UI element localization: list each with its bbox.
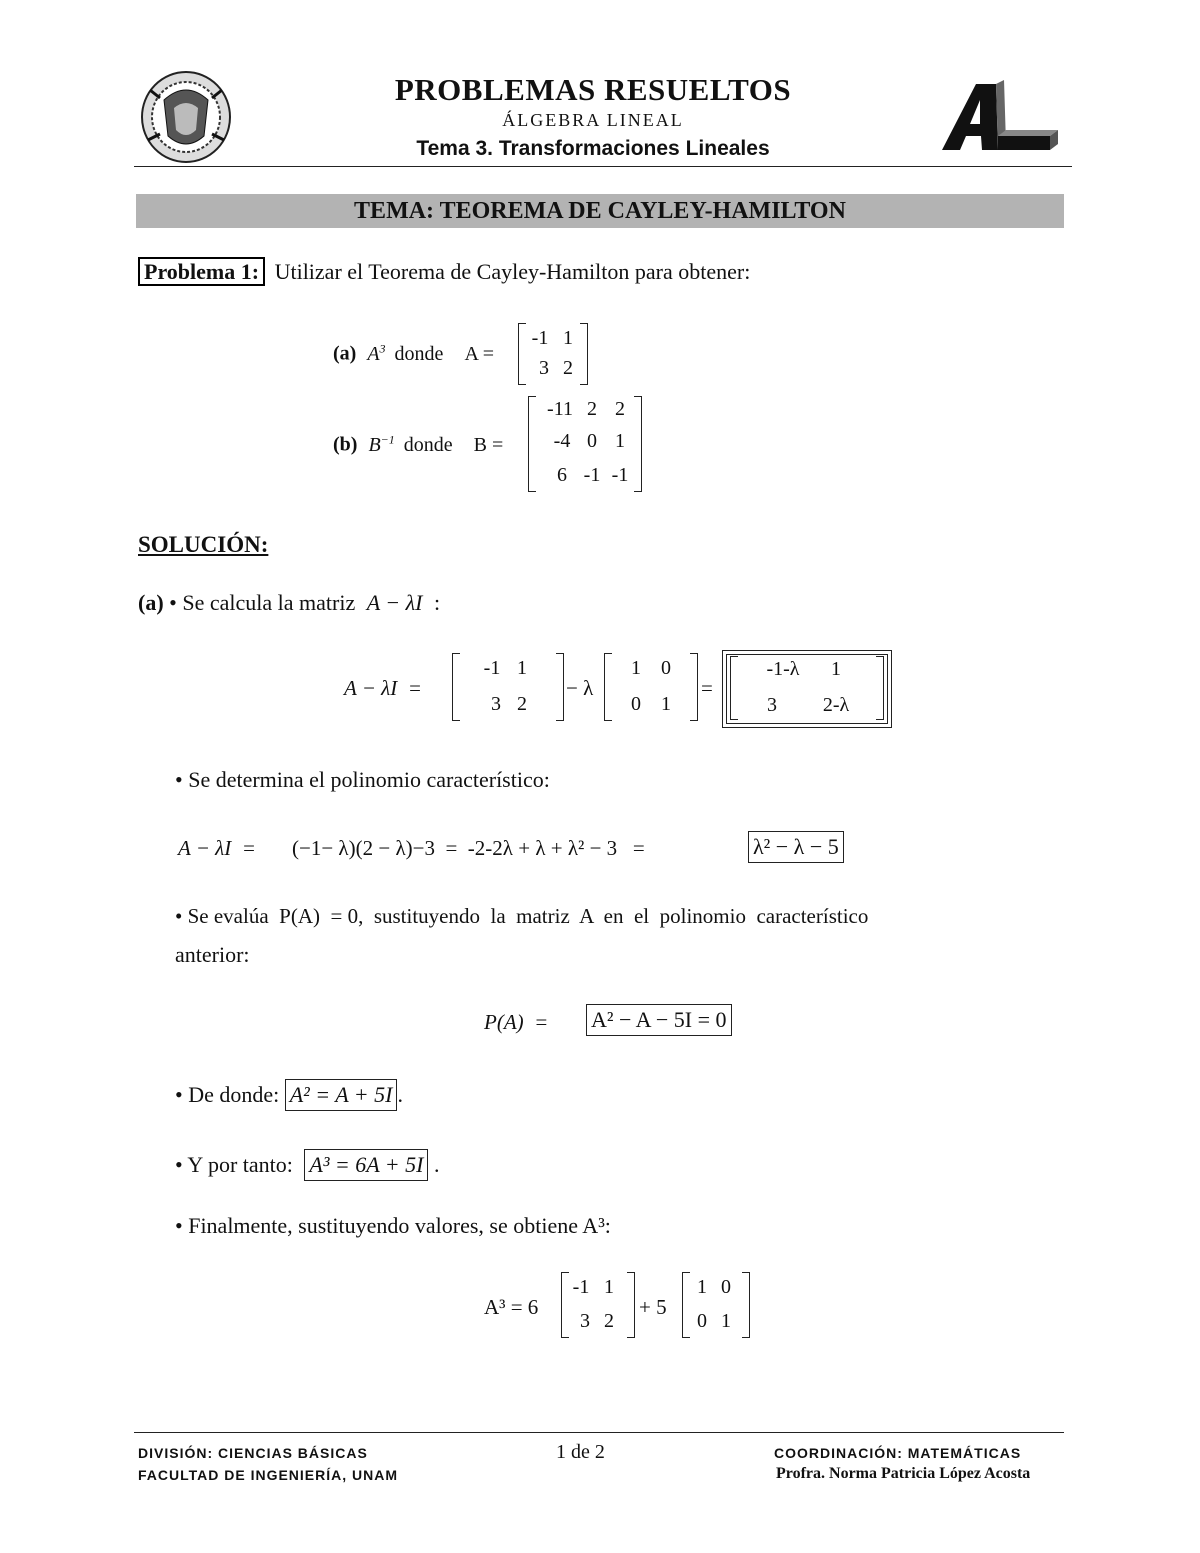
step-1-colon: :	[433, 590, 441, 615]
footer-author: Profra. Norma Patricia López Acosta	[776, 1465, 1031, 1482]
part-b-statement	[333, 432, 503, 457]
matrix-cell: 2	[517, 693, 527, 715]
step-4-prefix: • De donde:	[175, 1082, 280, 1107]
matrix-cell: 1	[517, 657, 527, 679]
matrix-cell: -1	[611, 464, 629, 486]
eq3-result: A² − A − 5I = 0	[586, 1004, 732, 1036]
eq1-result-matrix	[730, 656, 884, 720]
step-6: • Finalmente, sustituyendo valores, se obtiene A³:	[175, 1213, 611, 1238]
page-title: PROBLEMAS RESUELTOS	[394, 72, 792, 107]
matrix-cell: 3	[767, 694, 777, 716]
bracket-right	[690, 653, 698, 721]
step-5-result: A³ = 6A + 5I	[304, 1149, 428, 1181]
matrix-cell: 0	[661, 657, 671, 679]
matrix-cell: 2	[587, 398, 597, 420]
eq4-identity-matrix	[682, 1272, 750, 1338]
eq1-identity-matrix	[604, 653, 698, 721]
step-4	[175, 1079, 403, 1111]
step-3-line-2: anterior:	[175, 942, 250, 967]
step-1	[138, 590, 440, 616]
eq1-equals: =	[701, 676, 713, 700]
matrix-cell: 1	[661, 693, 671, 715]
bracket-right	[556, 653, 564, 721]
matrix-cell: 0	[587, 430, 597, 452]
matrix-cell: -4	[553, 430, 571, 452]
b-inverse-symbol: $B^{-1}$	[368, 432, 395, 456]
a-cubed-symbol: $A^3$	[367, 341, 386, 365]
eq1-matrix-1	[452, 653, 564, 721]
bracket-right	[876, 656, 884, 720]
part-b-label: (b)	[333, 433, 358, 456]
eq2-lhs: A − λI =	[178, 836, 256, 860]
step-2: • Se determina el polinomio característico:	[175, 767, 550, 792]
matrix-cell: 3	[491, 693, 501, 715]
subject-title: ÁLGEBRA LINEAL	[502, 110, 684, 130]
eq4-plus: + 5	[639, 1295, 667, 1319]
problem-label: Problema 1:	[138, 257, 265, 286]
matrix-cell: 1	[615, 430, 625, 452]
eq3-lhs: P(A) =	[484, 1010, 549, 1034]
header-divider	[134, 166, 1072, 167]
page-number: 1 de 2	[556, 1441, 605, 1463]
step-4-suffix: .	[397, 1082, 403, 1107]
matrix-a-name: A =	[464, 342, 495, 365]
matrix-cell: -1-λ	[766, 658, 800, 680]
part-b-donde: donde	[403, 433, 453, 456]
matrix-cell: 1	[631, 657, 641, 679]
bracket-left	[730, 656, 738, 720]
matrix-cell: 1	[697, 1276, 707, 1298]
step-1-text: • Se calcula la matriz	[169, 590, 356, 615]
matrix-cell: 2	[563, 357, 573, 379]
bracket-left	[604, 653, 612, 721]
tema-subtitle: Tema 3. Transformaciones Lineales	[416, 137, 770, 160]
matrix-cell: 1	[831, 658, 841, 680]
topic-banner: TEMA: TEOREMA DE CAYLEY-HAMILTON	[136, 194, 1064, 228]
step-5-suffix: .	[433, 1152, 440, 1177]
matrix-cell: 0	[721, 1276, 731, 1298]
course-logo	[938, 80, 1062, 156]
matrix-cell: 0	[631, 693, 641, 715]
eq1-lhs: A − λI =	[344, 676, 422, 700]
eq2-expansion: (−1− λ)(2 − λ)−3 = -2-2λ + λ + λ² − 3 =	[292, 836, 645, 860]
matrix-b-name: B =	[473, 433, 504, 456]
letter-a-logo-icon	[938, 80, 1062, 156]
footer-division: DIVISIÓN: CIENCIAS BÁSICAS	[138, 1445, 368, 1461]
problem-text: Utilizar el Teorema de Cayley-Hamilton para obtener:	[274, 259, 751, 284]
matrix-cell: 2-λ	[822, 694, 850, 716]
matrix-cell: 2	[604, 1310, 614, 1332]
eq4-matrix-1	[561, 1272, 635, 1338]
matrix-cell: 1	[563, 327, 573, 349]
matrix-cell: -1	[531, 327, 549, 349]
matrix-cell: 0	[697, 1310, 707, 1332]
bracket-left	[528, 396, 536, 492]
matrix-cell: 1	[721, 1310, 731, 1332]
solution-a-label: (a)	[138, 590, 164, 615]
matrix-b	[528, 396, 642, 492]
eq2-result: λ² − λ − 5	[748, 831, 844, 863]
part-a-donde: donde	[394, 342, 444, 365]
step-5-prefix: • Y por tanto:	[175, 1152, 293, 1177]
matrix-cell: -1	[572, 1276, 590, 1298]
matrix-cell: -1	[483, 657, 501, 679]
matrix-cell: 3	[580, 1310, 590, 1332]
bracket-left	[452, 653, 460, 721]
step-3-line-1: • Se evalúa P(A) = 0, sustituyendo la matriz A en el polinomio característico	[175, 904, 869, 928]
footer-coordination: COORDINACIÓN: MATEMÁTICAS	[774, 1445, 1022, 1461]
part-a-label: (a)	[333, 342, 357, 365]
step-5	[175, 1149, 439, 1181]
matrix-cell: -11	[547, 398, 573, 420]
matrix-a	[518, 323, 588, 385]
matrix-cell: 3	[539, 357, 549, 379]
matrix-cell: 1	[604, 1276, 614, 1298]
footer-divider	[134, 1432, 1064, 1433]
eq4-lhs: A³ = 6	[484, 1295, 539, 1319]
part-a-statement	[333, 341, 494, 366]
matrix-cell: 6	[557, 464, 567, 486]
problem-statement	[138, 259, 750, 285]
eq1-minus-lambda: − λ	[566, 676, 594, 700]
step-4-result: A² = A + 5I	[285, 1079, 398, 1111]
step-1-expr: A − λI	[366, 590, 423, 615]
footer-faculty: FACULTAD DE INGENIERÍA, UNAM	[138, 1467, 399, 1483]
solution-heading: SOLUCIÓN:	[138, 532, 269, 557]
matrix-cell: -1	[583, 464, 601, 486]
matrix-cell: 2	[615, 398, 625, 420]
